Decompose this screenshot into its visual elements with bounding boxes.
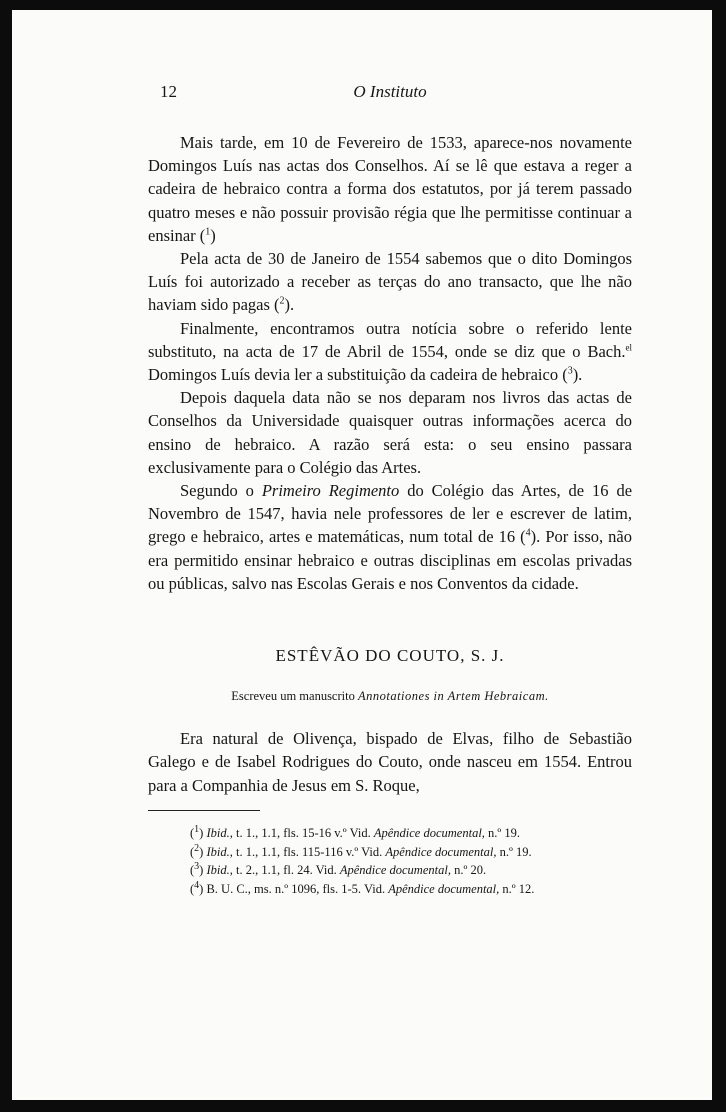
footnote-ref: 1 <box>205 226 211 238</box>
footnote-ref: 2 <box>279 295 285 307</box>
paragraph: Mais tarde, em 10 de Fevereiro de 1533, aparece-nos novamente Domingos Luís nas actas dos Conselhos. Aí se lê que estava a reger a cadeira de hebraico contra a forma dos estatutos, por já terem passado quatro meses e não possuir provisão régia que lhe permitisse continuar a ensinar ($^1$) <box>148 133 632 245</box>
footnote-ref: 3 <box>567 365 573 377</box>
footnote: ($^1$) Ibid., t. 1., 1.1, fls. 15-16 v.º Vid. Apêndice documental, n.º 19. <box>190 823 521 840</box>
running-title: O Instituto <box>353 82 427 101</box>
paragraph: Depois daquela data não se nos deparam nos livros das actas de Conselhos da Universidade quaisquer outras informações acerca do ensino de hebraico. A razão será esta: o seu ensino passara exclusivamente para o Colégio das Artes. <box>148 388 632 477</box>
footnote: ($^3$) Ibid., t. 2., 1.1, fl. 24. Vid. Apêndice documental, n.º 20. <box>190 861 487 878</box>
main-text-continued <box>148 727 632 797</box>
page-header <box>148 82 632 112</box>
section-title: ESTÊVÃO DO COUTO, S. J. <box>275 646 505 665</box>
page-number: 12 <box>160 82 177 101</box>
paragraph: Pela acta de 30 de Janeiro de 1554 sabemos que o dito Domingos Luís foi autorizado a receber as terças do ano transacto, que lhe não haviam sido pagas ($^2$). <box>148 249 632 315</box>
footnote: ($^2$) Ibid., t. 1., 1.1, fls. 115-116 v.º Vid. Apêndice documental, n.º 19. <box>190 842 532 859</box>
section-note: Escreveu um manuscrito Annotationes in Artem Hebraicam. <box>231 689 549 703</box>
paragraph: Finalmente, encontramos outra notícia sobre o referido lente substituto, na acta de 17 de Abril de 1554, onde se diz que o Bach.$^{el}$ Domingos Luís devia ler a substituição da cadeira de hebraico ($^3$). <box>148 318 632 385</box>
paragraph: Era natural de Olivença, bispado de Elvas, filho de Sebastião Galego e de Isabel Rodrigues do Couto, onde nasceu em 1554. Entrou para a Companhia de Jesus em S. Roque, <box>148 729 632 795</box>
footnote: ($^4$) B. U. C., ms. n.º 1096, fls. 1-5. Vid. Apêndice documental, n.º 12. <box>190 879 535 896</box>
footnotes <box>148 824 632 898</box>
footnote-ref: 4 <box>525 527 531 539</box>
main-text <box>148 131 632 595</box>
paragraph: Segundo o Primeiro Regimento do Colégio das Artes, de 16 de Novembro de 1547, havia nele professores de ler e escrever de latim, grego e hebraico, artes e matemáticas, num total de 16 ($^4$). Por isso, não era permitido ensinar hebraico e outras disciplinas em escolas privadas ou públicas, salvo nas Escolas Gerais e nos Conventos da cidade. <box>148 481 633 593</box>
footnote-divider <box>148 810 260 811</box>
